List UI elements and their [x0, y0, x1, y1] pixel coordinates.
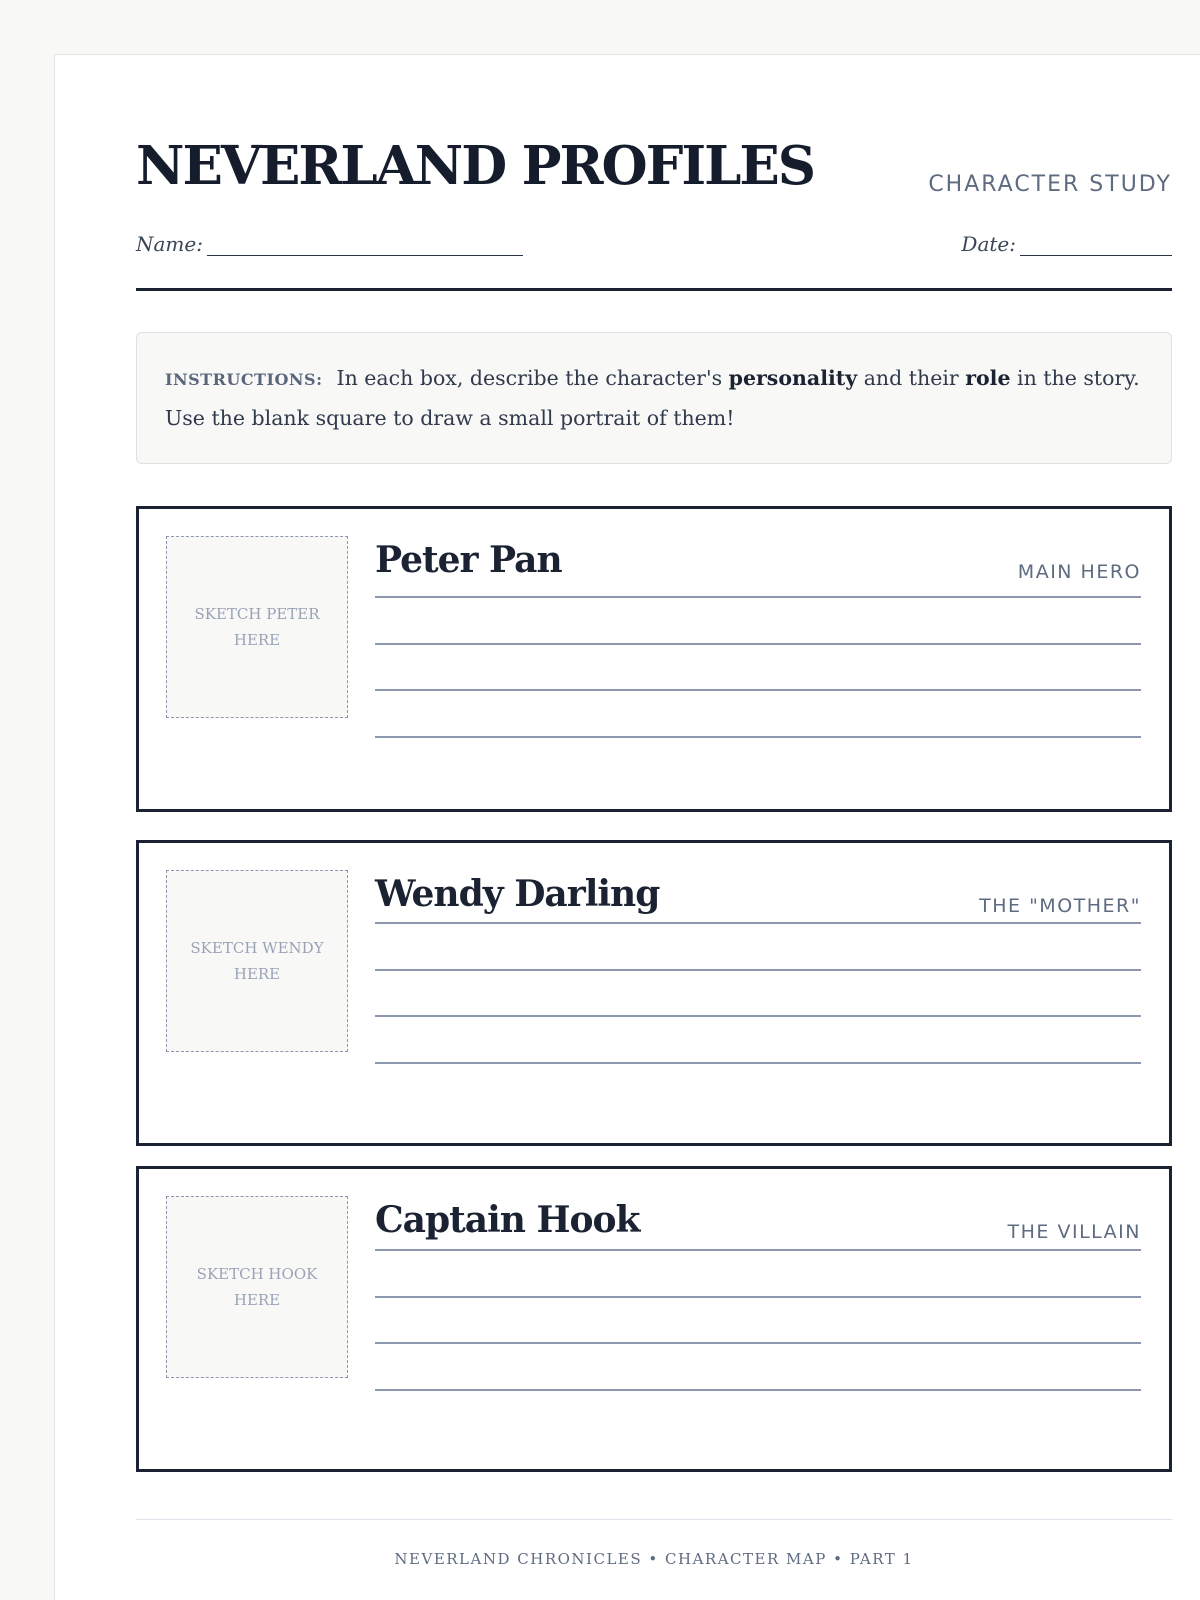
character-role-wendy: THE "MOTHER" — [979, 895, 1141, 917]
instructions-box — [136, 332, 1172, 464]
writing-line[interactable] — [375, 643, 1141, 645]
writing-line[interactable] — [375, 1342, 1141, 1344]
writing-line[interactable] — [375, 1389, 1141, 1391]
name-blank-line[interactable] — [207, 236, 523, 256]
character-role-hook: THE VILLAIN — [1007, 1221, 1141, 1243]
instructions-bold-role: role — [965, 366, 1011, 390]
writing-line[interactable] — [375, 689, 1141, 691]
character-card-hook — [136, 1166, 1172, 1472]
character-card-wendy — [136, 840, 1172, 1146]
title-underline — [375, 1249, 1141, 1251]
instructions-label: INSTRUCTIONS: — [165, 370, 323, 389]
character-name-wendy: Wendy Darling — [375, 873, 660, 915]
date-field[interactable] — [961, 232, 1172, 256]
character-name-hook: Captain Hook — [375, 1199, 640, 1241]
page-subtitle: CHARACTER STUDY — [928, 172, 1172, 197]
writing-line[interactable] — [375, 1015, 1141, 1017]
writing-line[interactable] — [375, 1296, 1141, 1298]
instructions-text-3: in the story. Use the blank square to draw a small portrait of them! — [165, 366, 1140, 430]
header-divider — [136, 288, 1172, 291]
instructions-text-1: In each box, describe the character's — [336, 366, 729, 390]
footer-divider — [136, 1519, 1172, 1520]
sketch-box-hook[interactable]: SKETCH HOOK HERE — [166, 1196, 348, 1378]
date-label: Date: — [961, 232, 1016, 256]
writing-line[interactable] — [375, 1062, 1141, 1064]
sketch-box-peter[interactable]: SKETCH PETER HERE — [166, 536, 348, 718]
character-name-peter: Peter Pan — [375, 539, 562, 581]
writing-line[interactable] — [375, 969, 1141, 971]
page-footer: NEVERLAND CHRONICLES • CHARACTER MAP • PART 1 — [394, 1550, 914, 1568]
writing-line[interactable] — [375, 736, 1141, 738]
date-blank-line[interactable] — [1020, 236, 1172, 256]
instructions-text-2: and their — [857, 366, 966, 390]
page-title: NEVERLAND PROFILES — [136, 135, 815, 197]
instructions-bold-personality: personality — [728, 366, 858, 390]
title-underline — [375, 922, 1141, 924]
name-field[interactable] — [136, 232, 523, 256]
name-label: Name: — [136, 232, 203, 256]
character-role-peter: MAIN HERO — [1017, 561, 1141, 583]
title-underline — [375, 596, 1141, 598]
sketch-box-wendy[interactable]: SKETCH WENDY HERE — [166, 870, 348, 1052]
character-card-peter — [136, 506, 1172, 812]
